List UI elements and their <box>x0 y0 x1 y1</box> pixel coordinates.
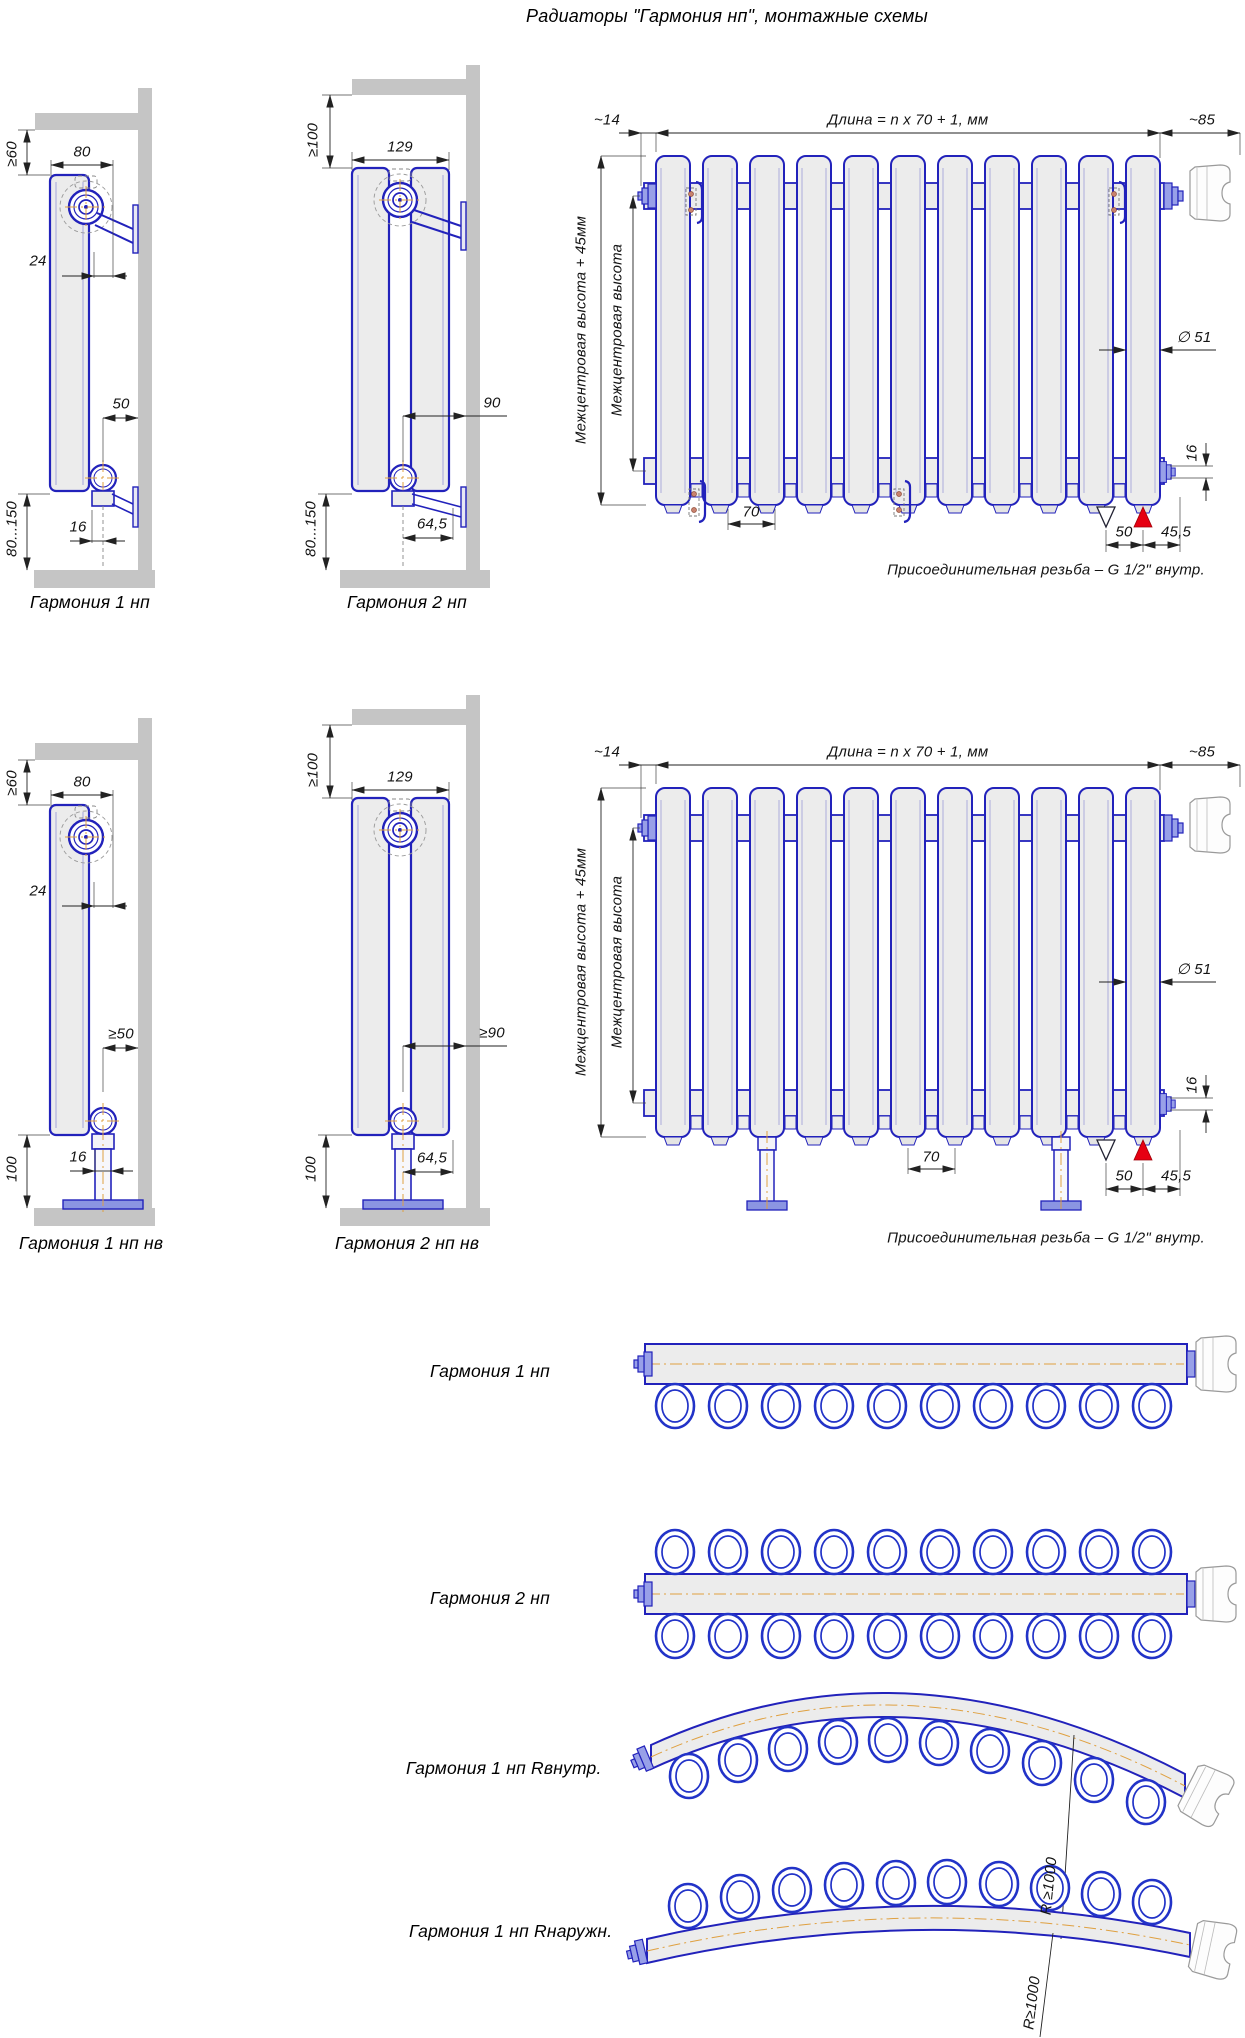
note-thread: Присоединительная резьба – G 1/2" внутр. <box>887 561 1205 579</box>
caption-topview-1np: Гармония 1 нп <box>430 1361 550 1381</box>
dim-depth-80-nv: 80 <box>73 773 91 791</box>
dim-wall-top-clearance-nv: ≥60 <box>3 770 21 796</box>
caption-garmoniya-1np: Гармония 1 нп <box>30 592 150 612</box>
dim-edge-16: 16 <box>1183 444 1201 462</box>
caption-garmoniya-2np: Гармония 2 нп <box>347 592 467 612</box>
dim-conn-45-5-nv: 45,5 <box>1161 1167 1191 1185</box>
row2-front-view <box>601 765 1240 1213</box>
wall <box>138 88 152 587</box>
label-height-plus-45: Межцентровая высота + 45мм <box>572 215 590 445</box>
dim-depth-129-nv: 129 <box>387 768 413 786</box>
label-center-height-nv: Межцентровая высота <box>608 875 626 1049</box>
dim-radius-inner: R ≥1000 <box>1037 1856 1061 1916</box>
dim-diameter-51: ∅ 51 <box>1176 329 1212 346</box>
thermostatic-head <box>1190 165 1230 221</box>
dim-floor-range: 80...150 <box>3 501 21 557</box>
dim-valve-85: ~85 <box>1188 111 1216 129</box>
row1-side-view-1 <box>18 88 155 588</box>
dim-pipe-16: 16 <box>69 518 87 536</box>
dim-pipe-to-wall-50-nv: ≥50 <box>108 1025 134 1043</box>
note-thread-nv: Присоединительная резьба – G 1/2" внутр. <box>887 1229 1205 1247</box>
wall-bracket <box>133 205 138 253</box>
dim-valve-85-nv: ~85 <box>1188 743 1216 761</box>
dim-end-14: ~14 <box>593 111 621 129</box>
page-title: Радиаторы "Гармония нп", монтажные схемы <box>526 6 928 26</box>
caption-garmoniya-2np-nv: Гармония 2 нп нв <box>335 1233 480 1253</box>
dim-length-formula-nv: Длина = n x 70 + 1, мм <box>827 743 989 761</box>
dim-depth-80: 80 <box>73 143 91 161</box>
dim-stand-100: 100 <box>3 1156 21 1182</box>
dim-offset-24-nv: 24 <box>29 882 47 900</box>
caption-topview-r-inner: Гармония 1 нп Rвнутр. <box>406 1758 602 1778</box>
dim-wall-top-clearance-2-nv: ≥100 <box>304 752 322 788</box>
top-view-straight-1 <box>634 1336 1236 1428</box>
top-view-straight-2 <box>634 1530 1236 1658</box>
dim-floor-range-2: 80...150 <box>302 501 320 557</box>
dim-pitch-70: 70 <box>742 503 760 521</box>
label-center-height: Межцентровая высота <box>608 243 626 417</box>
dim-depth-129: 129 <box>387 138 413 156</box>
caption-topview-r-outer: Гармония 1 нп Rнаружн. <box>409 1921 613 1941</box>
dim-radius-outer: R≥1000 <box>1020 1975 1044 2031</box>
dim-pipe-to-wall-90-nv: ≥90 <box>479 1024 505 1042</box>
dim-pipe-to-wall-90: 90 <box>483 394 501 412</box>
top-view-radius-outer <box>625 1860 1238 2037</box>
dim-wall-top-clearance: ≥60 <box>3 141 21 167</box>
dim-stand-100-2: 100 <box>302 1156 320 1182</box>
dim-wall-top-clearance-2: ≥100 <box>304 122 322 158</box>
flow-marker-down <box>1097 507 1115 527</box>
dim-conn-50: 50 <box>1115 523 1133 541</box>
dim-end-14-nv: ~14 <box>593 743 621 761</box>
dim-offset-24: 24 <box>29 252 47 270</box>
dim-conn-45-5: 45,5 <box>1161 523 1191 541</box>
caption-garmoniya-1np-nv: Гармония 1 нп нв <box>19 1233 164 1253</box>
caption-topview-2np: Гармония 2 нп <box>430 1588 550 1608</box>
dim-edge-16-nv: 16 <box>1183 1076 1201 1094</box>
row1-front-view <box>601 133 1240 552</box>
dim-length-formula: Длина = n x 70 + 1, мм <box>827 111 989 129</box>
dim-pipe-16-nv: 16 <box>69 1148 87 1166</box>
dim-diameter-51-nv: ∅ 51 <box>1176 961 1212 978</box>
dim-pipe-64-5: 64,5 <box>417 515 447 533</box>
dim-conn-50-nv: 50 <box>1115 1167 1133 1185</box>
label-height-plus-45-nv: Межцентровая высота + 45мм <box>572 847 590 1077</box>
dim-pipe-64-5-nv: 64,5 <box>417 1149 447 1167</box>
dim-pipe-to-wall-50: 50 <box>112 395 130 413</box>
floor <box>34 570 155 588</box>
dim-pitch-70-nv: 70 <box>922 1148 940 1166</box>
